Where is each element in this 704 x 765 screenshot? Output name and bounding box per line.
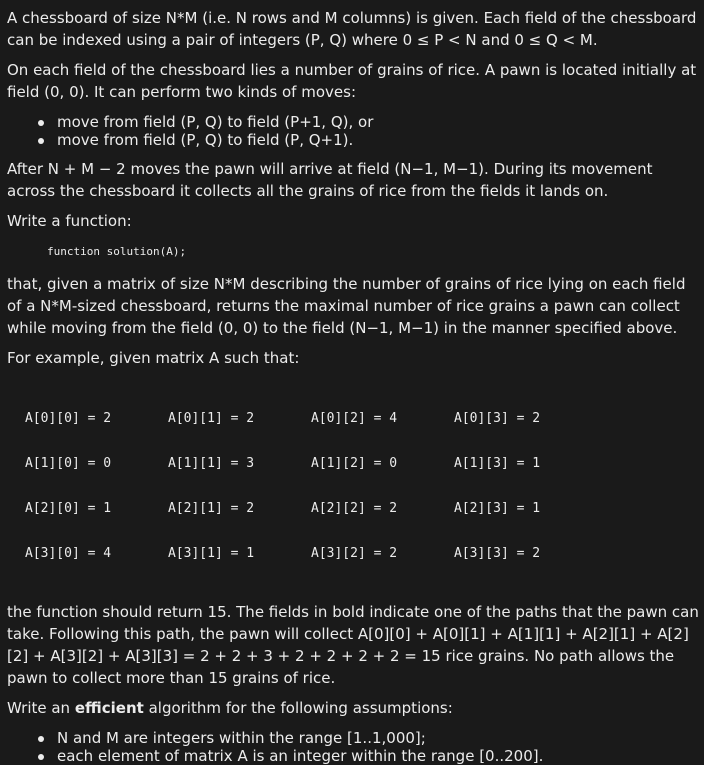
matrix-cell: A[1][1] = 3 bbox=[168, 456, 255, 471]
matrix-column-0 bbox=[25, 381, 168, 591]
matrix-cell: A[2][2] = 2 bbox=[311, 501, 398, 516]
assumptions-intro-after: algorithm for the following assumptions: bbox=[143, 699, 453, 717]
list-item: each element of matrix A is an integer within the range [0..200]. bbox=[7, 747, 699, 765]
intro-paragraph: A chessboard of size N*M (i.e. N rows and M columns) is given. Each field of the chessboard can be indexed using a pair of integers (P, Q) where 0 ≤ P < N and 0 ≤ Q < M. bbox=[7, 9, 697, 49]
arrival-paragraph: After N + M − 2 moves the pawn will arrive at field (N−1, M−1). During its movement across the chessboard it collects all the grains of rice from the fields it lands on. bbox=[7, 160, 653, 200]
assumptions-intro-paragraph bbox=[7, 697, 699, 719]
example-matrix bbox=[25, 381, 699, 591]
matrix-cell: A[2][1] = 2 bbox=[168, 501, 255, 516]
matrix-cell: A[3][0] = 4 bbox=[25, 546, 112, 561]
assumptions-intro-before: Write an bbox=[7, 699, 75, 717]
efficient-emphasis: efficient bbox=[74, 699, 144, 717]
matrix-cell: A[1][3] = 1 bbox=[454, 456, 541, 471]
matrix-cell: A[0][3] = 2 bbox=[454, 411, 541, 426]
matrix-cell: A[0][1] = 2 bbox=[168, 411, 255, 426]
list-item: move from field (P, Q) to field (P, Q+1). bbox=[7, 131, 699, 149]
matrix-cell: A[0][0] = 2 bbox=[25, 411, 112, 426]
assumptions-list bbox=[7, 729, 699, 765]
matrix-cell: A[3][2] = 2 bbox=[311, 546, 398, 561]
list-item: move from field (P, Q) to field (P+1, Q), or bbox=[7, 113, 699, 131]
matrix-cell: A[1][0] = 0 bbox=[25, 456, 112, 471]
matrix-cell: A[1][2] = 0 bbox=[311, 456, 398, 471]
example-paragraph: For example, given matrix A such that: bbox=[7, 349, 300, 367]
matrix-column-1 bbox=[168, 381, 311, 591]
matrix-cell: A[2][0] = 1 bbox=[25, 501, 112, 516]
problem-statement bbox=[7, 7, 699, 765]
result-paragraph: the function should return 15. The fields in bold indicate one of the paths that the pawn can take. Following this path, the pawn will collect A[0][0] + A[0][1] + A[1][1] + A[2][1] + A[2][2] + A[3][2] + A[3][3] = 2 + 2 + 3 + 2 + 2 + 2 + 2 = 15 rice grains. No path allows the pawn to collect more than 15 grains of rice. bbox=[7, 603, 699, 687]
matrix-column-3 bbox=[454, 381, 597, 591]
matrix-cell: A[3][3] = 2 bbox=[454, 546, 541, 561]
matrix-cell: A[2][3] = 1 bbox=[454, 501, 541, 516]
matrix-column-2 bbox=[311, 381, 454, 591]
matrix-cell: A[0][2] = 4 bbox=[311, 411, 398, 426]
rice-paragraph: On each field of the chessboard lies a number of grains of rice. A pawn is located initially at field (0, 0). It can perform two kinds of moves: bbox=[7, 61, 697, 101]
moves-list bbox=[7, 113, 699, 149]
write-function-paragraph: Write a function: bbox=[7, 212, 132, 230]
function-signature-code: function solution(A); bbox=[47, 245, 187, 258]
list-item: N and M are integers within the range [1..1,000]; bbox=[7, 729, 699, 747]
task-paragraph: that, given a matrix of size N*M describing the number of grains of rice lying on each field of a N*M-sized chessboard, returns the maximal number of rice grains a pawn can collect while moving from the field (0, 0) to the field (N−1, M−1) in the manner specified above. bbox=[7, 275, 686, 337]
matrix-cell: A[3][1] = 1 bbox=[168, 546, 255, 561]
